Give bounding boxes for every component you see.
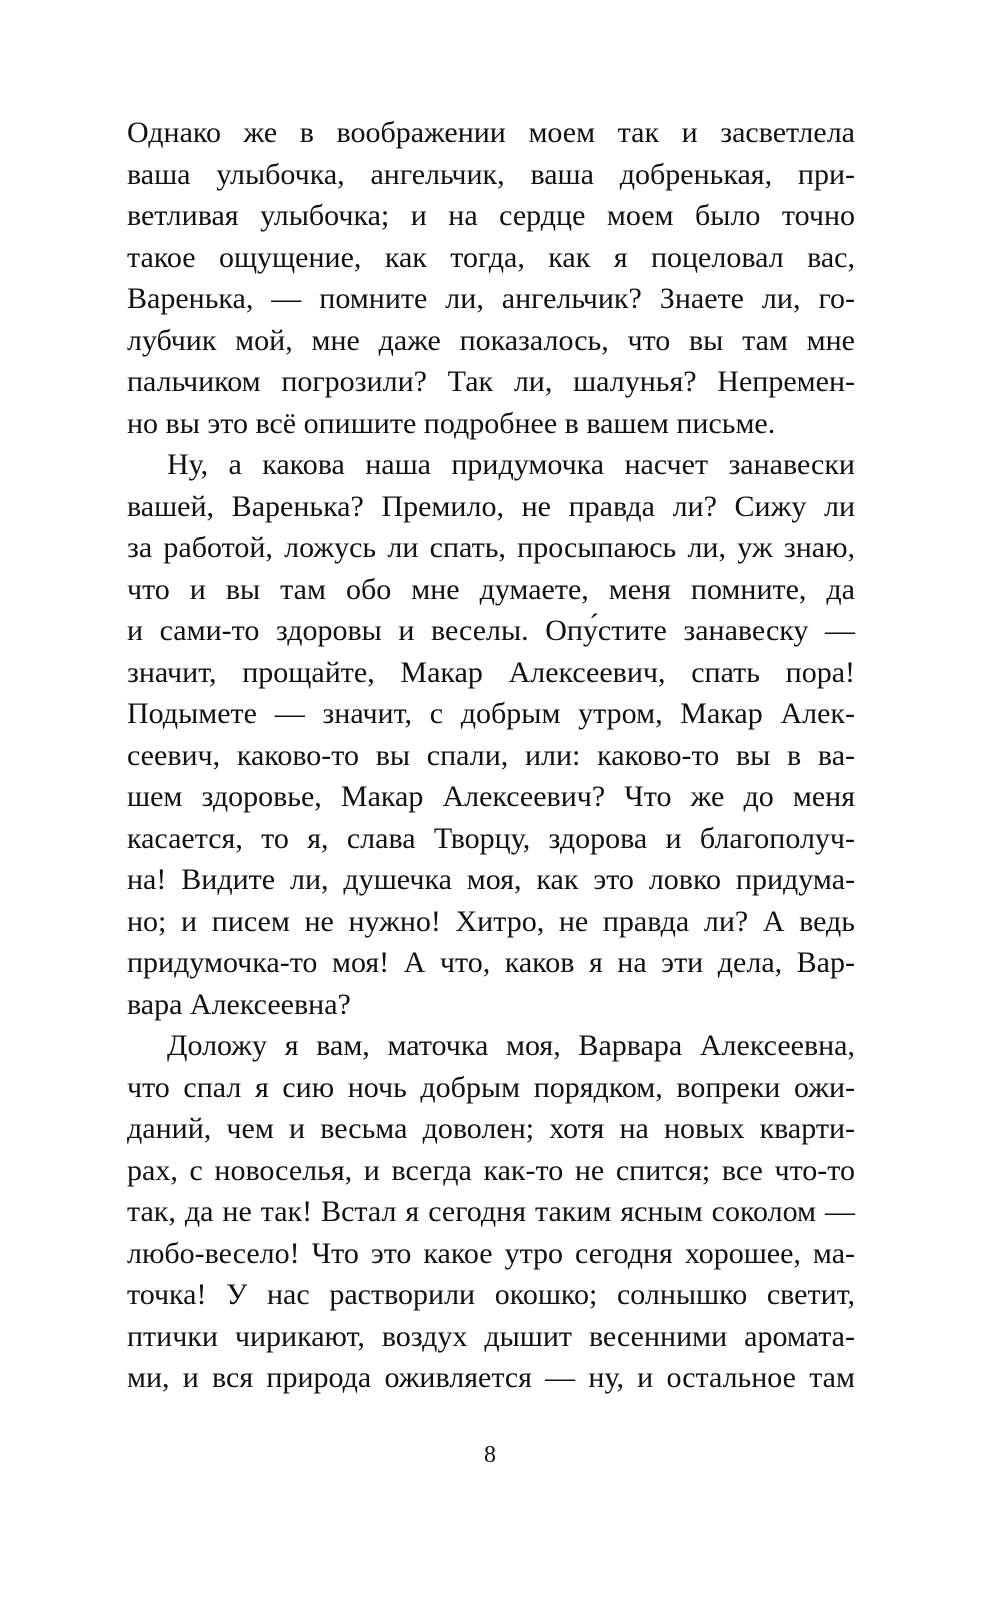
text-line: даний, чем и весьма доволен; хотя на новых кварти- (127, 1112, 855, 1145)
text-line: Доложу я вам, маточка моя, Варвара Алексеевна, (167, 1029, 855, 1062)
text-line: вашей, Варенька? Премило, не правда ли? Сижу ли (127, 489, 855, 523)
paragraph (127, 1025, 855, 1399)
text-line: придумочка-то моя! А что, каков я на эти дела, Вар- (127, 946, 855, 979)
text-line: лубчик мой, мне даже показалось, что вы там мне (127, 323, 855, 357)
text-line: пальчиком погрозили? Так ли, шалунья? Непремен- (127, 365, 855, 398)
paragraph (127, 444, 855, 1025)
text-line: Ну, а какова наша придумочка насчет занавески (167, 448, 855, 481)
text-body (127, 112, 855, 1399)
text-line: шем здоровье, Макар Алексеевич? Что же до меня (127, 780, 855, 813)
text-line: так, да не так! Встал я сегодня таким ясным соколом — (127, 1195, 855, 1228)
text-line: вара Алексеевна? (127, 987, 351, 1021)
text-line: любо-весело! Что это какое утро сегодня хорошее, ма- (127, 1236, 855, 1270)
text-line: точка! У нас растворили окошко; солнышко светит, (127, 1278, 855, 1311)
text-line: значит, прощайте, Макар Алексеевич, спать пора! (127, 655, 855, 689)
text-line: такое ощущение, как тогда, как я поцеловал вас, (127, 240, 855, 274)
text-line: на! Видите ли, душечка моя, как это ловко придума- (127, 863, 855, 896)
text-line: и сами-то здоровы и веселы. Опу́стите занавеску — (127, 614, 855, 647)
text-line: Подымете — значит, с добрым утром, Макар Алек- (127, 697, 855, 730)
text-line: Однако же в воображении моем так и засветлела (127, 116, 855, 149)
text-line: но; и писем не нужно! Хитро, не правда ли? А ведь (127, 904, 855, 938)
page-number: 8 (484, 1442, 496, 1468)
text-line: птички чирикают, воздух дышит весенними аромата- (127, 1319, 855, 1353)
text-line: что спал я сию ночь добрым порядком, вопреки ожи- (127, 1070, 855, 1104)
text-line: касается, то я, слава Творцу, здорова и благополуч- (127, 821, 855, 855)
paragraph (127, 112, 855, 444)
text-line: Варенька, — помните ли, ангельчик? Знаете ли, го- (127, 282, 855, 315)
text-line: за работой, ложусь ли спать, просыпаюсь ли, уж знаю, (127, 531, 855, 564)
text-line: но вы это всё опишите подробнее в вашем письме. (127, 406, 776, 440)
text-line: ми, и вся природа оживляется — ну, и остальное там (127, 1361, 855, 1394)
text-line: сеевич, каково-то вы спали, или: каково-то вы в ва- (127, 738, 855, 772)
text-line: ваша улыбочка, ангельчик, ваша добренькая, при- (127, 157, 855, 191)
text-line: рах, с новоселья, и всегда как-то не спится; все что-то (127, 1153, 855, 1187)
text-line: что и вы там обо мне думаете, меня помните, да (127, 572, 855, 606)
text-line: ветливая улыбочка; и на сердце моем было точно (127, 199, 855, 232)
